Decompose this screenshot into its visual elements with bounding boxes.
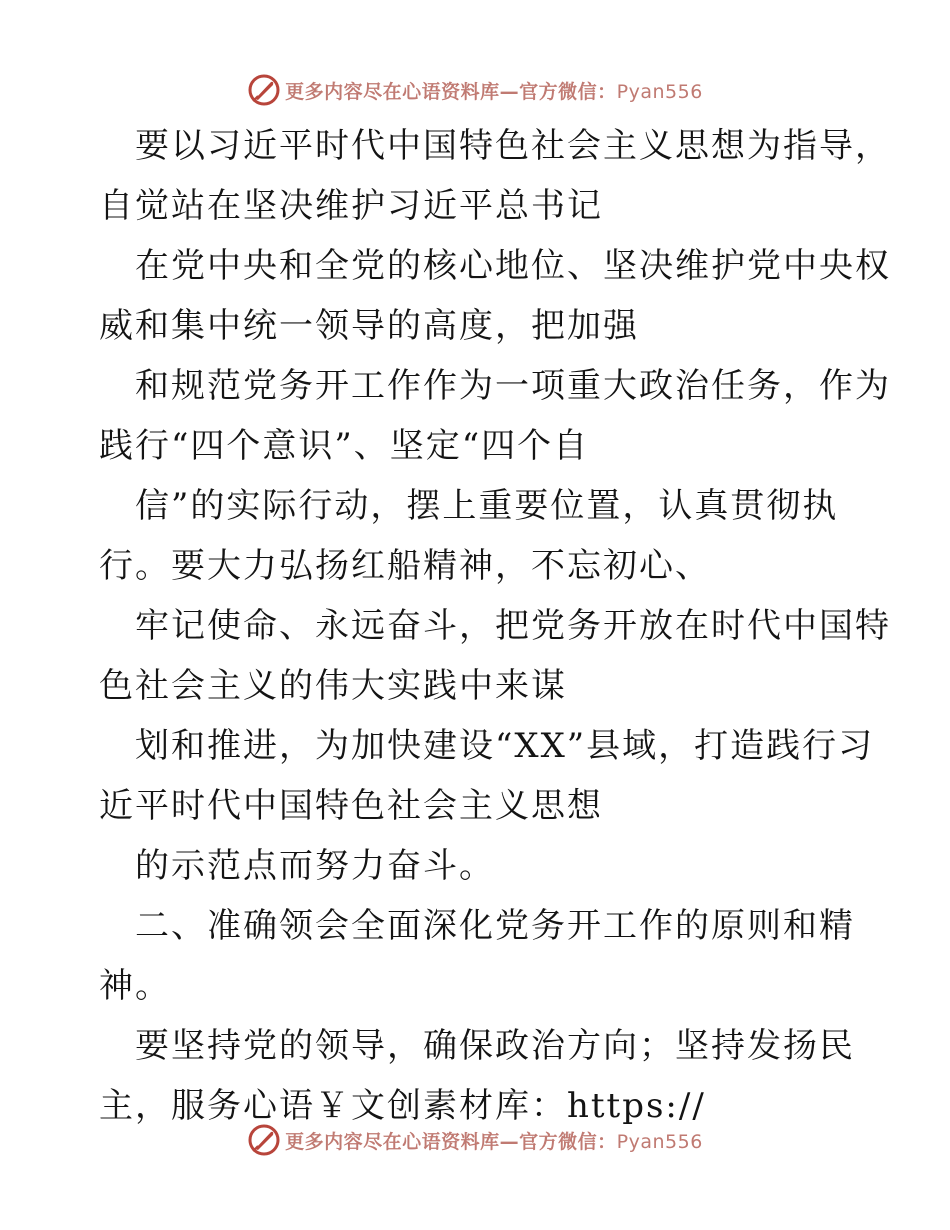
paragraph-line: 践行“四个意识”、坚定“四个自	[99, 426, 590, 466]
watermark-footer	[0, 1120, 950, 1160]
paragraph-line: 划和推进，为加快建设“XX”县域，打造践行习	[135, 726, 875, 766]
paragraph-line: 信”的实际行动，摆上重要位置，认真贯彻执	[135, 486, 839, 526]
feather-pen-logo-icon	[247, 1123, 281, 1157]
paragraph-line: 近平时代中国特色社会主义思想	[99, 786, 603, 826]
watermark-text: 更多内容尽在心语资料库—官方微信：Pyan556	[285, 1130, 703, 1153]
watermark-text: 更多内容尽在心语资料库—官方微信：Pyan556	[285, 80, 703, 103]
paragraph-line: 色社会主义的伟大实践中来谋	[99, 666, 567, 706]
paragraph-line: 要坚持党的领导，确保政治方向；坚持发扬民	[135, 1026, 855, 1066]
paragraph-line: 在党中央和全党的核心地位、坚决维护党中央权	[135, 246, 891, 286]
paragraph-line: 主，服务心语￥文创素材库：https://	[99, 1086, 706, 1126]
paragraph-line: 牢记使命、永远奋斗，把党务开放在时代中国特	[135, 606, 891, 646]
section-heading: 神。	[99, 966, 171, 1006]
section-heading: 二、准确领会全面深化党务开工作的原则和精	[135, 906, 855, 946]
paragraph-line: 自觉站在坚决维护习近平总书记	[99, 186, 603, 226]
paragraph-line: 的示范点而努力奋斗。	[135, 846, 495, 886]
paragraph-line: 行。要大力弘扬红船精神，不忘初心、	[99, 546, 711, 586]
paragraph-line: 要以习近平时代中国特色社会主义思想为指导，	[135, 126, 891, 166]
paragraph-line: 和规范党务开工作作为一项重大政治任务，作为	[135, 366, 891, 406]
paragraph-line: 威和集中统一领导的高度，把加强	[99, 306, 639, 346]
